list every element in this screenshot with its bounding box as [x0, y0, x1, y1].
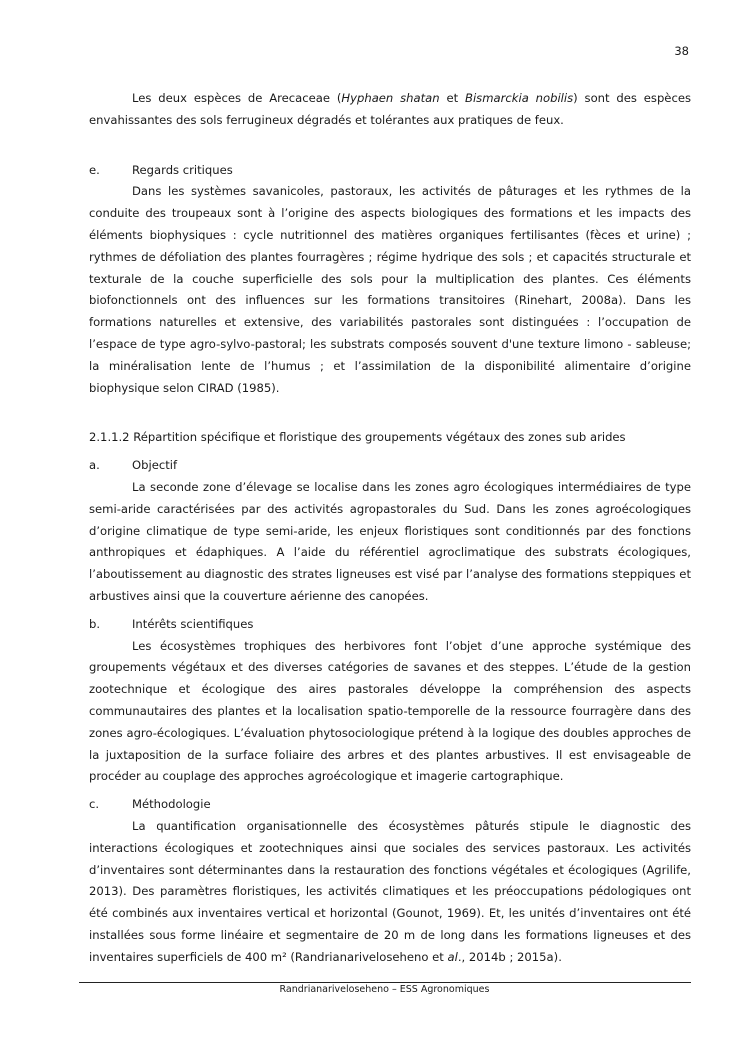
section-title: Intérêts scientifiques [132, 616, 254, 631]
section-letter: c. [89, 797, 100, 812]
species-name: Hyphaen shatan [341, 91, 440, 105]
intro-text-start: Les deux espèces de Arecaceae ( [132, 91, 342, 105]
section-title: Objectif [132, 458, 178, 473]
footer-rule [79, 982, 691, 983]
section-letter: a. [89, 458, 100, 473]
section-title: Regards critiques [132, 162, 233, 177]
section-c-text-end: ., 2014b ; 2015a). [457, 949, 562, 964]
section-e-heading [89, 160, 691, 182]
section-c-heading [89, 794, 691, 816]
section-a-paragraph: La seconde zone d’élevage se localise dans les zones agro écologiques intermédiaires de type semi-aride caractérisées par des activités agropastorales du Sud. Dans les zones agroécologiques d’origine climatique de type semi-aride, les enjeux floristiques sont conditionnés par des fonctions anthropiques et édaphiques. A l’aide du référentiel agroclimatique des substrats écologiques, l’aboutissement au diagnostic des strates ligneuses est visé par l’analyse des formations steppiques et arbustives ainsi que la couverture aérienne des canopées. [89, 479, 691, 603]
section-letter: b. [89, 616, 101, 631]
page-footer [0, 984, 745, 996]
section-e-paragraph: Dans les systèmes savanicoles, pastoraux, les activités de pâturages et les rythmes de la conduite des troupeaux sont à l’origine des aspects biologiques des formations et les impacts des éléments biophysiques : cycle nutritionnel des matières organiques fertilisantes (fèces et urine) ; rythmes de défoliation des plantes fourragères ; régime hydrique des sols ; et capacités structurale et texturale de la couche superficielle des sols pour la multiplication des plantes. Ces éléments biofonctionnels ont des influences sur les formations transitoires (Rinehart, 2008a). Dans les formations naturelles et extensive, des variabilités pastorales sont distinguées : l’occupation de l’espace de type agro-sylvo-pastoral; les substrats composés souvent d'une texture limono - sableuse; la minéralisation lente de l’humus ; et l’assimilation de la disponibilité alimentaire d’origine biophysique selon CIRAD (1985). [89, 184, 691, 395]
species-name: Bismarckia nobilis [465, 91, 574, 105]
section-b-heading [89, 614, 691, 636]
et-al-italic: al [447, 949, 458, 964]
intro-text-join: et [439, 91, 465, 105]
section-a-heading [89, 455, 691, 477]
page-body [89, 88, 691, 968]
section-title: Méthodologie [132, 797, 211, 812]
subsection-heading: 2.1.1.2 Répartition spécifique et floristique des groupements végétaux des zones sub arides [89, 430, 626, 445]
section-c-paragraph [89, 816, 691, 969]
page-number: 38 [674, 44, 689, 58]
section-c-text-start: La quantification organisationnelle des écosystèmes pâturés stipule le diagnostic des interactions écologiques et zootechniques ainsi que sociales des services pastoraux. Les activités d’inventaires sont déterminantes dans la restauration des fonctions végétales et écologiques (Agrilife, 2013). Des paramètres floristiques, les activités climatiques et les préoccupations pédologiques ont été combinés aux inventaires vertical et horizontal (Gounot, 1969). Et, les unités d’inventaires ont été installées sous forme linéaire et segmentaire de 20 m de long dans les formations ligneuses et des inventaires superficiels de 400 m² (Randrianarivelosehenо et [89, 818, 691, 964]
section-letter: e. [89, 162, 100, 177]
section-b-paragraph: Les écosystèmes trophiques des herbivores font l’objet d’une approche systémique des groupements végétaux et des diverses catégories de savanes et des steppes. L’étude de la gestion zootechnique et écologique des aires pastorales développe la compréhension des aspects communautaires des plantes et la localisation spatio-temporelle de la ressource fourragère dans des zones agro-écologiques. L’évaluation phytosociologique prétend à la logique des doubles approches de la juxtaposition de la surface foliaire des arbres et des plantes arbustives. Il est envisageable de procéder au couplage des approches agroécologique et imagerie cartographique. [89, 638, 691, 784]
intro-paragraph [89, 88, 691, 132]
footer-text: Randrianarivelosehenо – ESS Agronomiques [279, 984, 490, 995]
intro-text-end: ) sont des espèces envahissantes des sols ferrugineux dégradés et tolérantes aux pratiques de feux. [89, 91, 691, 127]
